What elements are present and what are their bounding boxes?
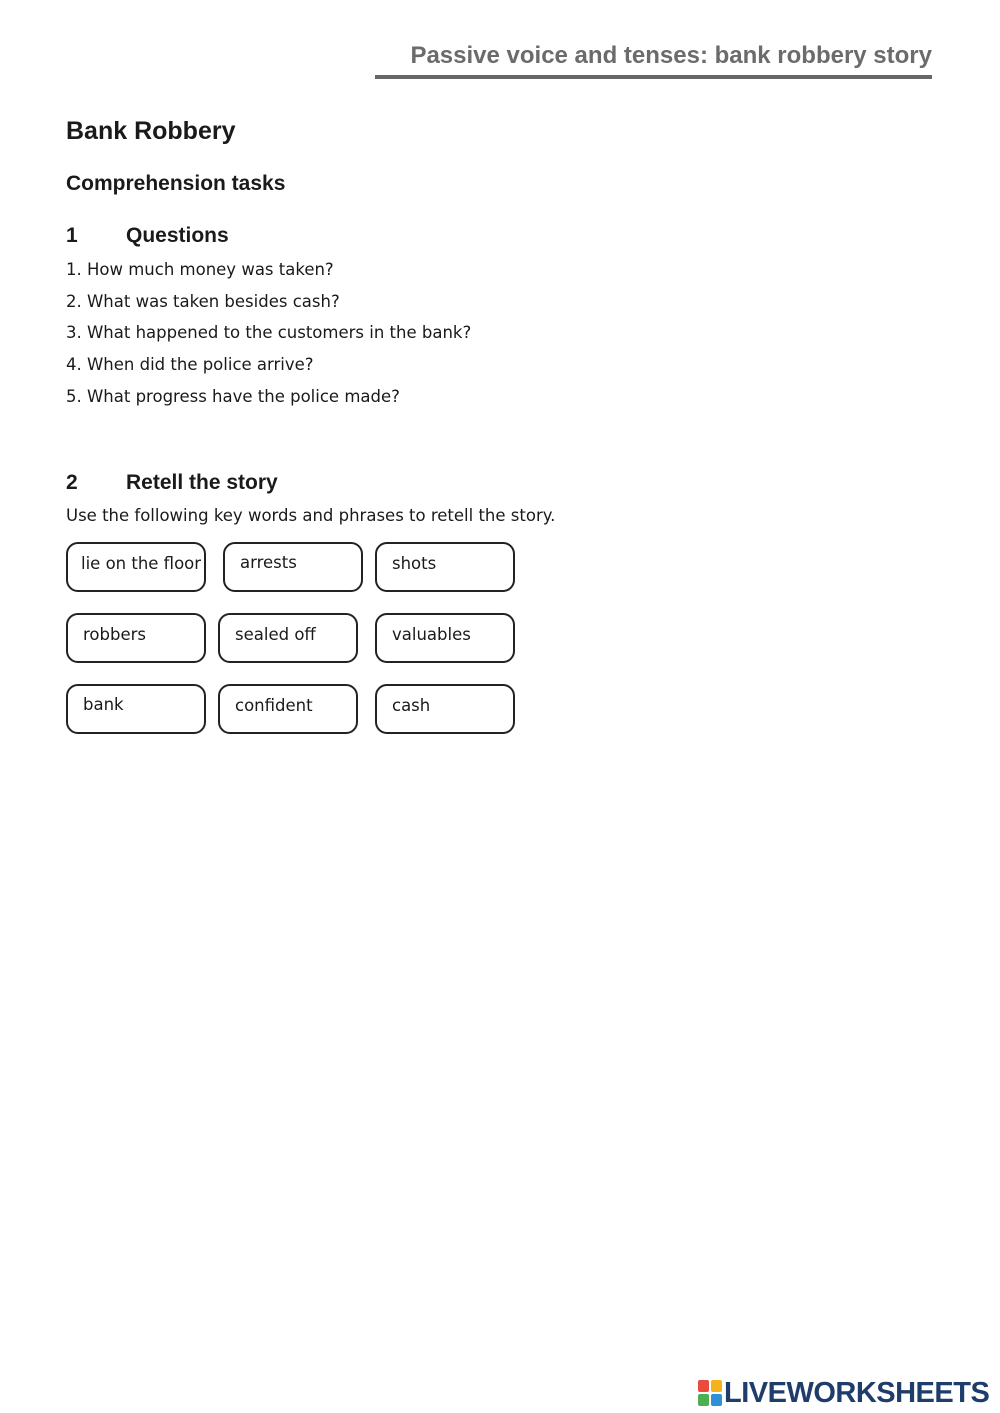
key-word-box: robbers [66, 613, 206, 663]
liveworksheets-logo-icon [698, 1380, 722, 1406]
key-word-box: shots [375, 542, 515, 592]
page-subtitle: Comprehension tasks [66, 172, 286, 195]
key-word-box: arrests [223, 542, 363, 592]
section-2-title: Retell the story [126, 471, 278, 494]
logo-text: LIVEWORKSHEETS [724, 1376, 990, 1409]
question-item: 1. How much money was taken? [66, 260, 334, 279]
question-item: 4. When did the police arrive? [66, 355, 314, 374]
section-1-heading [66, 224, 229, 248]
key-word-box: cash [375, 684, 515, 734]
section-2-heading [66, 471, 278, 495]
key-word-box: lie on the floor [66, 542, 206, 592]
question-item: 2. What was taken besides cash? [66, 292, 340, 311]
question-item: 5. What progress have the police made? [66, 387, 400, 406]
page-title: Bank Robbery [66, 117, 236, 145]
section-1-title: Questions [126, 224, 229, 247]
section-2-number: 2 [66, 471, 78, 494]
header-divider [375, 75, 932, 79]
question-item: 3. What happened to the customers in the bank? [66, 323, 472, 342]
retell-instruction: Use the following key words and phrases to retell the story. [66, 506, 556, 525]
key-word-box: sealed off [218, 613, 358, 663]
key-word-box: confident [218, 684, 358, 734]
liveworksheets-logo [698, 1376, 994, 1410]
section-1-number: 1 [66, 224, 78, 247]
key-word-box: bank [66, 684, 206, 734]
worksheet-title: Passive voice and tenses: bank robbery story [410, 42, 932, 69]
key-word-box: valuables [375, 613, 515, 663]
